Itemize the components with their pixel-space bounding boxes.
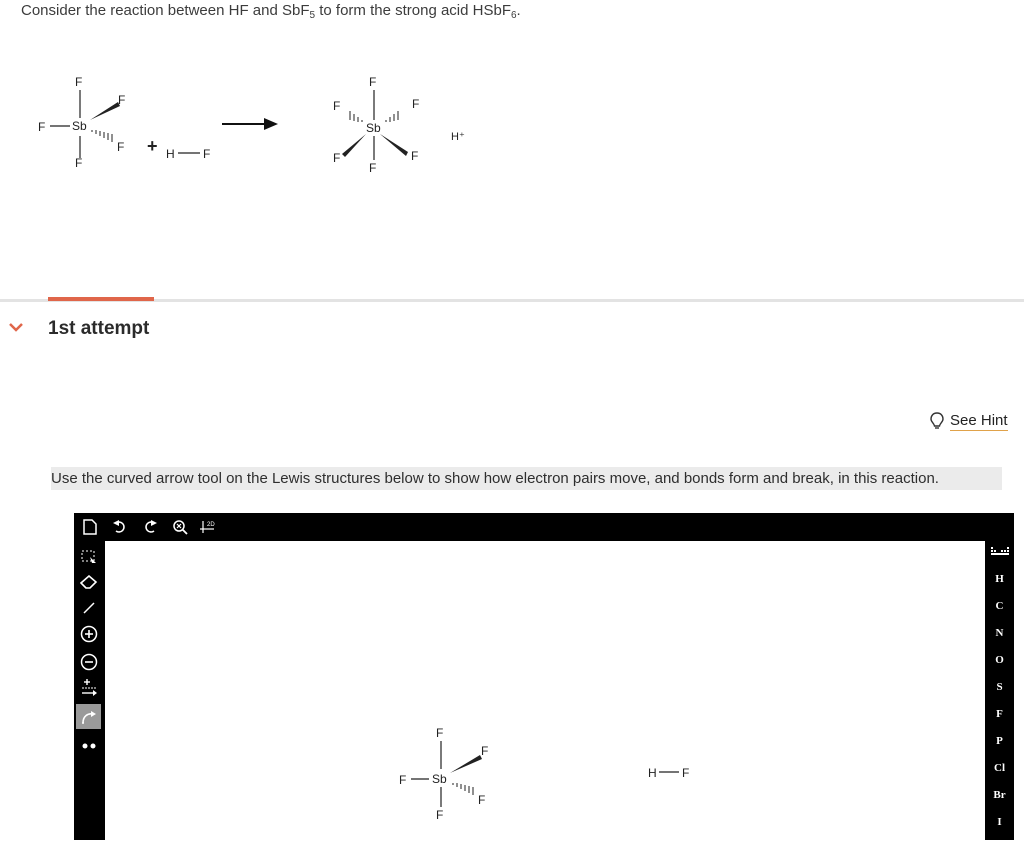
f-atom: F [399, 773, 407, 787]
redo-icon[interactable] [140, 517, 160, 537]
element-o[interactable]: O [995, 654, 1004, 666]
new-document-icon[interactable] [80, 517, 100, 537]
molecule-editor [74, 513, 1014, 840]
negative-charge-icon[interactable] [78, 651, 100, 673]
f-atom: F [38, 120, 46, 134]
eraser-icon[interactable] [78, 571, 100, 593]
editor-toolbar [74, 513, 1020, 541]
f-atom: F [333, 99, 341, 113]
f-atom: F [369, 75, 377, 89]
element-c[interactable]: C [995, 600, 1004, 612]
sb-atom: Sb [366, 121, 381, 135]
lightbulb-icon [930, 412, 944, 430]
element-br[interactable]: Br [993, 789, 1006, 801]
f-atom: F [75, 75, 83, 89]
undo-icon[interactable] [110, 517, 130, 537]
sbf6-structure [333, 75, 465, 175]
element-p[interactable]: P [996, 735, 1003, 747]
clean-2d-icon[interactable] [200, 517, 220, 537]
canvas-hf-structure [648, 766, 689, 780]
reaction-arrow-tool-icon[interactable] [78, 677, 100, 699]
zoom-clear-icon[interactable] [170, 517, 190, 537]
f-atom: F [481, 744, 489, 758]
see-hint-button[interactable] [930, 410, 1008, 432]
f-atom: F [682, 766, 690, 780]
f-atom: F [436, 726, 444, 740]
f-atom: F [478, 793, 486, 807]
f-atom: F [369, 161, 377, 175]
lasso-select-icon[interactable] [78, 547, 100, 569]
clean-2d-label: 2D [207, 522, 215, 528]
question-subscript: 5 [309, 10, 316, 21]
element-f[interactable]: F [996, 708, 1003, 720]
sbf5-structure [38, 75, 210, 170]
instruction-text: Use the curved arrow tool on the Lewis structures below to show how electron pairs move, and bonds form and break, in this reaction. [51, 467, 1002, 490]
element-h[interactable]: H [995, 573, 1004, 585]
sb-atom: Sb [432, 772, 447, 786]
f-atom: F [436, 808, 444, 822]
f-atom: F [117, 140, 125, 154]
canvas-structures [105, 541, 985, 840]
h-atom: H [648, 766, 657, 780]
drawing-canvas[interactable] [105, 541, 985, 840]
reaction-figure [0, 60, 520, 200]
canvas-sbf5-structure [399, 726, 488, 822]
element-s[interactable]: S [996, 681, 1003, 693]
f-atom: F [118, 93, 126, 107]
f-atom: F [412, 97, 420, 111]
question-text [21, 2, 521, 21]
f-atom: F [75, 156, 83, 170]
attempt-accent-bar [48, 297, 154, 301]
curved-arrow-tool-icon[interactable] [76, 704, 101, 729]
element-i[interactable]: I [997, 816, 1002, 828]
element-cl[interactable]: Cl [994, 762, 1005, 774]
h-atom: H [166, 147, 175, 161]
sb-atom: Sb [72, 119, 87, 133]
question-middle: to form the strong acid HSbF [315, 2, 511, 19]
bond-tool-icon[interactable] [78, 597, 100, 619]
f-atom: F [203, 147, 211, 161]
see-hint-label: See Hint [950, 411, 1008, 429]
element-n[interactable]: N [995, 627, 1004, 639]
proton-label: H⁺ [451, 131, 465, 143]
periodic-table-icon[interactable] [985, 547, 1014, 560]
plus-sign: + [147, 136, 158, 156]
reaction-arrow [222, 118, 278, 130]
attempt-title: 1st attempt [48, 318, 150, 339]
f-atom: F [333, 151, 341, 165]
positive-charge-icon[interactable] [78, 623, 100, 645]
element-palette [985, 541, 1014, 840]
question-prefix: Consider the reaction between HF and SbF [21, 2, 310, 19]
question-suffix: . [516, 2, 521, 19]
question-subscript: 6 [510, 10, 517, 21]
f-atom: F [411, 149, 419, 163]
chevron-down-icon[interactable] [8, 319, 24, 335]
lone-pair-icon[interactable] [78, 735, 100, 757]
editor-left-toolbar [74, 541, 104, 840]
